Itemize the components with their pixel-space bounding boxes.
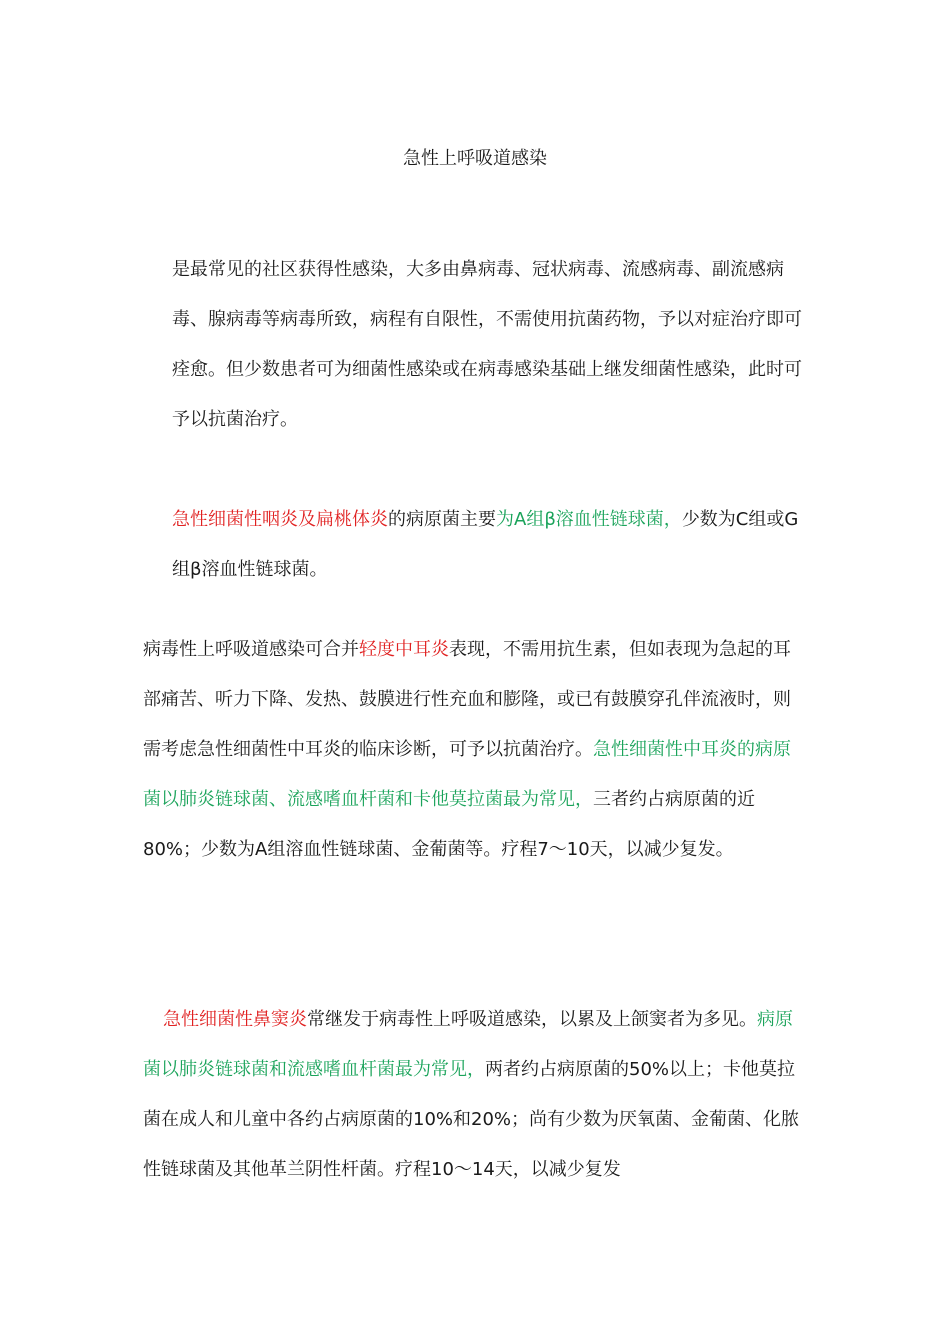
paragraph-sinusitis: [143, 995, 808, 1195]
highlight-green-sinusitis: 病原菌以肺炎链球菌和流感嗜血杆菌最为常见，: [143, 1009, 793, 1080]
overview-text: 是最常见的社区获得性感染，大多由鼻病毒、冠状病毒、流感病毒、副流感病毒、腺病毒等病毒所致，病程有自限性，不需使用抗菌药物，予以对症治疗即可痊愈。但少数患者可为细菌性感染或在病毒感染基础上继发细菌性感染，此时可予以抗菌治疗。: [172, 259, 802, 430]
highlight-red-sinusitis: 急性细菌性鼻窦炎: [163, 1009, 307, 1030]
highlight-red-otitis: 轻度中耳炎: [359, 639, 449, 660]
sinusitis-text-2: 两者约占病原菌的50%以上；卡他莫拉菌在成人和儿童中各约占病原菌的10%和20%；尚有少数为厌氧菌、金葡菌、化脓性链球菌及其他革兰阴性杆菌。疗程10～14天，以减少复发: [143, 1059, 800, 1180]
otitis-text-2: 表现，不需用抗生素，但如表现为急起的耳部痛苦、听力下降、发热、鼓膜进行性充血和膨隆，或已有鼓膜穿孔伴流液时，则需考虑急性细菌性中耳炎的临床诊断，可予以抗菌治疗。: [143, 639, 791, 760]
pharyngitis-text-2: 少数为C组或G组β溶血性链球菌。: [172, 509, 799, 580]
otitis-text-1: 病毒性上呼吸道感染可合并: [143, 639, 359, 660]
pharyngitis-text-1: 的病原菌主要: [388, 509, 496, 530]
paragraph-overview: [172, 245, 812, 445]
paragraph-pharyngitis: [172, 495, 812, 595]
highlight-red-pharyngitis: 急性细菌性咽炎及扁桃体炎: [172, 509, 388, 530]
highlight-green-otitis: 急性细菌性中耳炎的病原菌以肺炎链球菌、流感嗜血杆菌和卡他莫拉菌最为常见，: [143, 739, 791, 810]
highlight-green-pharyngitis: 为A组β溶血性链球菌，: [496, 509, 682, 530]
paragraph-otitis: [143, 625, 808, 875]
sinusitis-text-1: 常继发于病毒性上呼吸道感染，以累及上颌窦者为多见。: [307, 1009, 757, 1030]
otitis-text-3: 三者约占病原菌的近80%；少数为A组溶血性链球菌、金葡菌等。疗程7～10天，以减少复发。: [143, 789, 755, 860]
page-title: 急性上呼吸道感染: [403, 148, 547, 169]
